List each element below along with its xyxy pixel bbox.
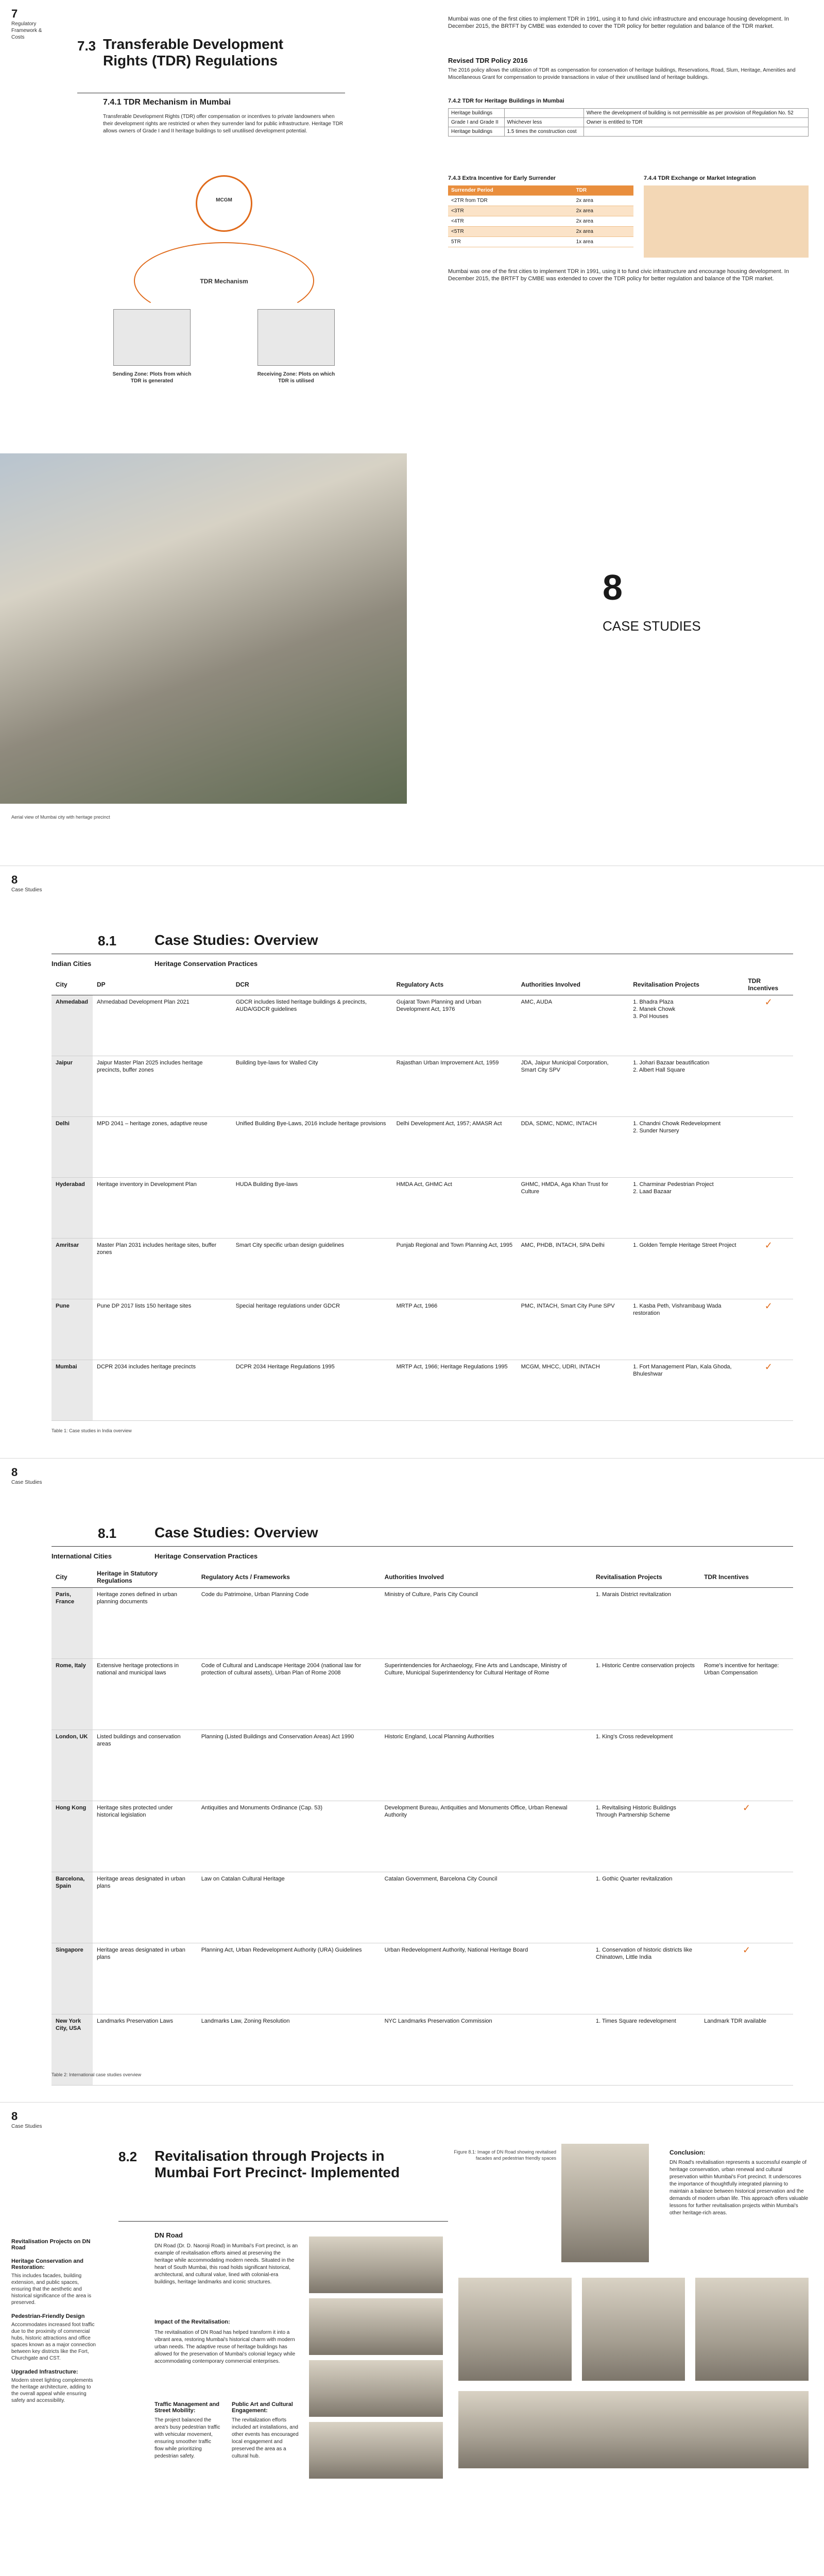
table-cell: Special heritage regulations under GDCR xyxy=(232,1299,392,1360)
heritage-tdr-table xyxy=(448,108,809,137)
table-row xyxy=(52,1801,793,1872)
table-cell: 1. Times Square redevelopment xyxy=(592,2014,700,2086)
table-cell: Landmark TDR available xyxy=(700,2014,793,2086)
table-cell: ✓ xyxy=(700,1943,793,2014)
table-cell: 1. Golden Temple Heritage Street Project xyxy=(629,1239,744,1299)
column-header: City xyxy=(52,1567,93,1588)
section-number: 8.2 xyxy=(118,2149,138,2164)
table-cell: Code of Cultural and Landscape Heritage 2004 (national law for protection of cultural assets), Urban Plan of Rome 2008 xyxy=(197,1659,381,1730)
table-cell: 1. Gothic Quarter revitalization xyxy=(592,1872,700,1943)
table-cell: 2x area xyxy=(573,196,633,206)
figure-caption: Figure 8.1: Image of DN Road showing revitalised facades and pedestrian friendly spaces xyxy=(454,2149,556,2161)
table-cell: 1. King's Cross redevelopment xyxy=(592,1730,700,1801)
table-cell: Delhi Development Act, 1957; AMASR Act xyxy=(392,1117,517,1178)
side-text: This includes facades, building extension, and public spaces, ensuring that the aesthetic and historical significance of the area is preserved. xyxy=(11,2273,92,2306)
table-cell: ✓ xyxy=(744,1360,793,1421)
table-row xyxy=(448,196,633,206)
table-row xyxy=(52,1730,793,1801)
table-cell: 1. Kasba Peth, Vishrambaug Wada restoration xyxy=(629,1299,744,1360)
table-cell: Ministry of Culture, Paris City Council xyxy=(381,1588,592,1659)
table-cell: ✓ xyxy=(744,995,793,1056)
side-heading: Revitalisation Projects on DN Road xyxy=(11,2239,91,2251)
table-cell: Building bye-laws for Walled City xyxy=(232,1056,392,1117)
city-cell: Amritsar xyxy=(52,1239,93,1299)
dn-road-photo-4 xyxy=(309,2422,443,2479)
table-cell: DCPR 2034 includes heritage precincts xyxy=(93,1360,232,1421)
table-cell: Landmarks Preservation Laws xyxy=(93,2014,197,2086)
table-row xyxy=(448,185,633,196)
table-row xyxy=(448,216,633,227)
table-cell: <5TR xyxy=(448,227,573,237)
table-cell: Heritage areas designated in urban plans xyxy=(93,1872,197,1943)
column-header: DCR xyxy=(232,974,392,995)
table-cell: Pune DP 2017 lists 150 heritage sites xyxy=(93,1299,232,1360)
table-cell: <3TR xyxy=(448,206,573,216)
tdr-note-image xyxy=(644,185,809,258)
side-heading: Upgraded Infrastructure: xyxy=(11,2369,78,2375)
tdr-diagram xyxy=(103,155,345,443)
table-cell: Development Bureau, Antiquities and Monuments Office, Urban Renewal Authority xyxy=(381,1801,592,1872)
city-cell: Hyderabad xyxy=(52,1178,93,1239)
receiving-zone-label: Receiving Zone: Plots on which TDR is utilised xyxy=(257,371,335,384)
impact-text: The revitalisation of DN Road has helped transform it into a vibrant area, restoring Mumbai's historical charm with modern urban needs. The adaptive reuse of heritage buildings has allowed for the preservation of Mumbai's colonial legacy while accommodating contemporary commercial enterprises. xyxy=(154,2330,296,2364)
table-cell: Law on Catalan Cultural Heritage xyxy=(197,1872,381,1943)
dn-road-photo-9 xyxy=(458,2391,809,2468)
dn-road-photo-5 xyxy=(561,2144,649,2262)
city-cell: Jaipur xyxy=(52,1056,93,1117)
table-cell: Heritage sites protected under historical legislation xyxy=(93,1801,197,1872)
page-number: 7 xyxy=(11,7,18,20)
table-cell: Ahmedabad Development Plan 2021 xyxy=(93,995,232,1056)
table-cell: Heritage areas designated in urban plans xyxy=(93,1943,197,2014)
conclusion-heading: Conclusion: xyxy=(670,2149,706,2156)
impact-heading: Impact of the Revitalisation: xyxy=(154,2319,230,2325)
table-caption: Heritage Conservation Practices xyxy=(154,1552,258,1560)
table-cell: AMC, PHDB, INTACH, SPA Delhi xyxy=(517,1239,629,1299)
page-label: Case Studies xyxy=(11,887,42,893)
table-cell: 2x area xyxy=(573,206,633,216)
city-cell: Barcelona, Spain xyxy=(52,1872,93,1943)
city-cell: London, UK xyxy=(52,1730,93,1801)
column-header: Regulatory Acts xyxy=(392,974,517,995)
section-number: 8.1 xyxy=(98,1526,117,1541)
table-cell: <2TR from TDR xyxy=(448,196,573,206)
table-cell: MRTP Act, 1966; Heritage Regulations 1995 xyxy=(392,1360,517,1421)
table-cell: Extensive heritage protections in national and municipal laws xyxy=(93,1659,197,1730)
table-cell: DDA, SDMC, NDMC, INTACH xyxy=(517,1117,629,1178)
table-cell: Heritage zones defined in urban planning documents xyxy=(93,1588,197,1659)
dn-road-photo-6 xyxy=(458,2278,572,2381)
table-cell: Heritage buildings xyxy=(449,109,505,118)
column-header: Authorities Involved xyxy=(381,1567,592,1588)
table-cell xyxy=(744,1056,793,1117)
dn-road-photo-8 xyxy=(695,2278,809,2381)
section-number: 7.3 xyxy=(77,38,96,54)
table-cell: 2x area xyxy=(573,216,633,227)
table-row xyxy=(449,118,809,127)
table-cell: TDR xyxy=(573,185,633,196)
table-cell: NYC Landmarks Preservation Commission xyxy=(381,2014,592,2086)
table-cell: Heritage inventory in Development Plan xyxy=(93,1178,232,1239)
column-header: TDR Incentives xyxy=(700,1567,793,1588)
receiving-zone-icon xyxy=(258,309,335,366)
section-title: Case Studies: Overview xyxy=(154,1524,318,1540)
table-cell: Planning Act, Urban Redevelopment Authority (URA) Guidelines xyxy=(197,1943,381,2014)
table-row xyxy=(52,1117,793,1178)
page-label: Case Studies xyxy=(11,2124,42,2129)
table-cell xyxy=(583,127,808,137)
table-cell: Heritage buildings xyxy=(449,127,505,137)
public-art-text: The revitalization efforts included art installations, and other events has encouraged local engagement and preserved the area as a cultural hub. xyxy=(232,2417,299,2459)
table-cell: Urban Redevelopment Authority, National Heritage Board xyxy=(381,1943,592,2014)
table-cell xyxy=(744,1117,793,1178)
side-heading: Pedestrian-Friendly Design xyxy=(11,2313,85,2319)
column-header: City xyxy=(52,974,93,995)
column-header: DP xyxy=(93,974,232,995)
page-dn-road xyxy=(0,2102,824,2576)
table-cell xyxy=(700,1730,793,1801)
city-cell: Pune xyxy=(52,1299,93,1360)
table-cell: GHMC, HMDA, Aga Khan Trust for Culture xyxy=(517,1178,629,1239)
conclusion-text: DN Road's revitalisation represents a successful example of heritage conservation, urban renewal and cultural preservation within Mumbai's Fort precinct. It underscores the importance of thoughtfully integrated planning to maintain a balance between historical preservation and the demands of modern urban life. This approach offers valuable lessons for further revitalisation projects within Mumbai's other heritage-rich areas. xyxy=(670,2160,809,2216)
table-cell: Surrender Period xyxy=(448,185,573,196)
column-header: TDR Incentives xyxy=(744,974,793,995)
table-cell: 1. Johari Bazaar beautification 2. Albert Hall Square xyxy=(629,1056,744,1117)
table-footnote: Table 2: International case studies overview xyxy=(52,2072,142,2077)
page-number: 8 xyxy=(11,2110,18,2123)
public-art-heading: Public Art and Cultural Engagement: xyxy=(232,2401,293,2414)
dn-road-heading: DN Road xyxy=(154,2231,183,2239)
table-cell: <4TR xyxy=(448,216,573,227)
tdr-note: 7.4.4 TDR Exchange or Market Integration xyxy=(644,175,756,181)
dn-road-photo-7 xyxy=(582,2278,685,2381)
table-cell: DCPR 2034 Heritage Regulations 1995 xyxy=(232,1360,392,1421)
diagram-title: TDR Mechanism xyxy=(200,278,248,285)
table-cell: Code du Patrimoine, Urban Planning Code xyxy=(197,1588,381,1659)
table-row xyxy=(52,1299,793,1360)
table-row xyxy=(52,1056,793,1117)
table-row xyxy=(52,2014,793,2086)
city-cell: Delhi xyxy=(52,1117,93,1178)
table-cell: Planning (Listed Buildings and Conservation Areas) Act 1990 xyxy=(197,1730,381,1801)
table-cell: Master Plan 2031 includes heritage sites, buffer zones xyxy=(93,1239,232,1299)
table-cell: HUDA Building Bye-laws xyxy=(232,1178,392,1239)
table-row xyxy=(448,206,633,216)
group-label: Indian Cities xyxy=(52,960,92,968)
table-cell: 2x area xyxy=(573,227,633,237)
table-cell: MRTP Act, 1966 xyxy=(392,1299,517,1360)
column-header: Revitalisation Projects xyxy=(592,1567,700,1588)
column-header: Revitalisation Projects xyxy=(629,974,744,995)
table-row xyxy=(52,1588,793,1659)
intro-text: Transferable Development Rights (TDR) offer compensation or incentives to private landowners when their development rights are restricted or when they surrender land for public infrastructure. Heritage TDR allows owners of Grade I and II heritage buildings to sell unutilised development potential. xyxy=(103,114,344,134)
section-title: Revitalisation through Projects in Mumbai Fort Precinct- Implemented xyxy=(154,2148,400,2180)
diagram-center-label: MCGM xyxy=(216,197,232,203)
table-cell: Rome's incentive for heritage: Urban Compensation xyxy=(700,1659,793,1730)
table-cell: 5TR xyxy=(448,237,573,247)
revised-policy-text: The 2016 policy allows the utilization of TDR as compensation for conservation of heritage buildings, Reservations, Road, Slum, Heritage, Amenities and Miscellaneous Grant for compensation to provide transactions in value of their unutilised land of heritage buildings. xyxy=(448,67,796,80)
table-cell: AMC, AUDA xyxy=(517,995,629,1056)
group-label: International Cities xyxy=(52,1552,112,1560)
table-cell: 1. Historic Centre conservation projects xyxy=(592,1659,700,1730)
page-international-cases xyxy=(0,1458,824,2102)
table-row xyxy=(52,995,793,1056)
table-cell: JDA, Jaipur Municipal Corporation, Smart City SPV xyxy=(517,1056,629,1117)
section-title: Case Studies: Overview xyxy=(154,932,318,948)
table-cell: 1. Bhadra Plaza 2. Manek Chowk 3. Pol Houses xyxy=(629,995,744,1056)
city-cell: Paris, France xyxy=(52,1588,93,1659)
table-cell: Superintendencies for Archaeology, Fine Arts and Landscape, Ministry of Culture, Municipal Superintendency for Cultural Heritage of Rome xyxy=(381,1659,592,1730)
table-row xyxy=(448,237,633,247)
city-cell: Singapore xyxy=(52,1943,93,2014)
section-title: Transferable Development Rights (TDR) Regulations xyxy=(103,36,284,69)
side-heading: Heritage Conservation and Restoration: xyxy=(11,2258,83,2270)
table-cell xyxy=(504,109,583,118)
page-tdr xyxy=(0,0,824,866)
photo-caption: Aerial view of Mumbai city with heritage precinct xyxy=(11,815,110,820)
column-header: Heritage in Statutory Regulations xyxy=(93,1567,197,1588)
table-cell: ✓ xyxy=(744,1299,793,1360)
table-row xyxy=(52,1943,793,2014)
table-row xyxy=(52,1239,793,1299)
divider xyxy=(52,1546,793,1547)
city-cell: Mumbai xyxy=(52,1360,93,1421)
chapter-number: 8 xyxy=(603,567,623,607)
table-cell: Jaipur Master Plan 2025 includes heritage precincts, buffer zones xyxy=(93,1056,232,1117)
table-cell: HMDA Act, GHMC Act xyxy=(392,1178,517,1239)
table-cell: 1. Conservation of historic districts like Chinatown, Little India xyxy=(592,1943,700,2014)
table-cell: Where the development of building is not permissible as per provision of Regulation No. 52 xyxy=(583,109,808,118)
table-cell: Owner is entitled to TDR xyxy=(583,118,808,127)
table-cell: Smart City specific urban design guidelines xyxy=(232,1239,392,1299)
international-case-table xyxy=(52,1567,793,2086)
indian-case-table xyxy=(52,974,793,1421)
table-cell: Grade I and Grade II xyxy=(449,118,505,127)
table-cell: GDCR includes listed heritage buildings & precincts, AUDA/GDCR guidelines xyxy=(232,995,392,1056)
city-cell: New York City, USA xyxy=(52,2014,93,2086)
table-row xyxy=(449,109,809,118)
table-cell: Whichever less xyxy=(504,118,583,127)
page-number: 8 xyxy=(11,873,18,886)
table-footnote: Table 1: Case studies in India overview xyxy=(52,1428,132,1433)
table-row xyxy=(52,1659,793,1730)
subsection-title: 7.4.1 TDR Mechanism in Mumbai xyxy=(103,98,231,107)
dn-road-photo-3 xyxy=(309,2360,443,2417)
table-cell: Historic England, Local Planning Authorities xyxy=(381,1730,592,1801)
table-row xyxy=(52,1360,793,1421)
page-indian-cases xyxy=(0,866,824,1458)
section-number: 8.1 xyxy=(98,933,117,948)
city-cell: Hong Kong xyxy=(52,1801,93,1872)
table-cell: 1. Marais District revitalization xyxy=(592,1588,700,1659)
table-cell: 1. Chandni Chowk Redevelopment 2. Sunder Nursery xyxy=(629,1117,744,1178)
table-cell: Gujarat Town Planning and Urban Development Act, 1976 xyxy=(392,995,517,1056)
table-cell: 1x area xyxy=(573,237,633,247)
dn-road-photo-1 xyxy=(309,2236,443,2293)
table-cell xyxy=(744,1178,793,1239)
table-row xyxy=(52,1178,793,1239)
table-cell: Landmarks Law, Zoning Resolution xyxy=(197,2014,381,2086)
side-text: Modern street lighting complements the heritage architecture, adding to the overall appeal while ensuring safety and accessibility. xyxy=(11,2378,93,2403)
table-cell: Rajasthan Urban Improvement Act, 1959 xyxy=(392,1056,517,1117)
sending-zone-icon xyxy=(113,309,191,366)
page-number: 8 xyxy=(11,1466,18,1479)
tdr-incentive-table xyxy=(448,185,633,247)
page-label: Case Studies xyxy=(11,1480,42,1485)
table-cell: 1.5 times the construction cost xyxy=(504,127,583,137)
diagram-arrow-icon xyxy=(134,242,314,319)
divider xyxy=(118,2221,448,2222)
aerial-photo xyxy=(0,453,407,804)
table-cell: 1. Fort Management Plan, Kala Ghoda, Bhuleshwar xyxy=(629,1360,744,1421)
column-header: Authorities Involved xyxy=(517,974,629,995)
tdr-incentive-title: 7.4.3 Extra Incentive for Early Surrender xyxy=(448,175,556,181)
chapter-title: CASE STUDIES xyxy=(603,618,701,634)
table-cell xyxy=(700,1872,793,1943)
page-label: Regulatory Framework & Costs xyxy=(11,21,42,40)
table-cell: Antiquities and Monuments Ordinance (Cap. 53) xyxy=(197,1801,381,1872)
table-row xyxy=(52,1872,793,1943)
table-cell: Catalan Government, Barcelona City Council xyxy=(381,1872,592,1943)
table-cell: 1. Charminar Pedestrian Project 2. Laad Bazaar xyxy=(629,1178,744,1239)
table-cell: MCGM, MHCC, UDRI, INTACH xyxy=(517,1360,629,1421)
column-header: Regulatory Acts / Frameworks xyxy=(197,1567,381,1588)
table-cell: ✓ xyxy=(700,1801,793,1872)
side-text: Accommodates increased foot traffic due to the proximity of commercial hubs, historic attractions and office spaces known as a major connection between key districts like the Fort, Churchgate and CST. xyxy=(11,2322,96,2361)
table-cell: MPD 2041 – heritage zones, adaptive reuse xyxy=(93,1117,232,1178)
city-cell: Ahmedabad xyxy=(52,995,93,1056)
table-cell: PMC, INTACH, Smart City Pune SPV xyxy=(517,1299,629,1360)
right-intro: Mumbai was one of the first cities to implement TDR in 1991, using it to fund civic infrastructure and encourage housing development. In December 2015, the BRTFT by CMBE was extended to cover the TDR policy for better regulation and balance of the TDR market. xyxy=(448,16,789,29)
bottom-text: Mumbai was one of the first cities to implement TDR in 1991, using it to fund civic infrastructure and encourage housing development. In December 2015, the BRTFT by CMBE was extended to cover the TDR policy for better regulation and balance of the TDR market. xyxy=(448,268,789,282)
city-cell: Rome, Italy xyxy=(52,1659,93,1730)
revised-policy-title: Revised TDR Policy 2016 xyxy=(448,57,528,64)
diagram-center-icon xyxy=(196,175,252,232)
table-cell: Punjab Regional and Town Planning Act, 1995 xyxy=(392,1239,517,1299)
left-column xyxy=(11,2231,99,2404)
table-cell: 1. Revitalising Historic Buildings Through Partnership Scheme xyxy=(592,1801,700,1872)
sending-zone-label: Sending Zone: Plots from which TDR is generated xyxy=(112,371,192,384)
table-cell xyxy=(700,1588,793,1659)
table-caption: Heritage Conservation Practices xyxy=(154,960,258,968)
heritage-table-title: 7.4.2 TDR for Heritage Buildings in Mumbai xyxy=(448,98,564,104)
table-cell: Unified Building Bye-Laws, 2016 include heritage provisions xyxy=(232,1117,392,1178)
dn-road-photo-2 xyxy=(309,2298,443,2355)
table-cell: Listed buildings and conservation areas xyxy=(93,1730,197,1801)
traffic-heading: Traffic Management and Street Mobility: xyxy=(154,2401,219,2414)
table-row xyxy=(448,227,633,237)
traffic-text: The project balanced the area's busy pedestrian traffic with vehicular movement, ensuring smoother traffic flow while prioritizing pedestrian safety. xyxy=(154,2417,220,2459)
dn-road-text: DN Road (Dr. D. Naoroji Road) in Mumbai's Fort precinct, is an example of revitalisation efforts aimed at preserving the heritage while accommodating modern needs. Situated in the heart of South Mumbai, this road holds significant historical, architectural, and cultural value, lined with colonial-era buildings, heritage landmarks and iconic structures. xyxy=(154,2243,298,2285)
table-row xyxy=(449,127,809,137)
table-cell: ✓ xyxy=(744,1239,793,1299)
